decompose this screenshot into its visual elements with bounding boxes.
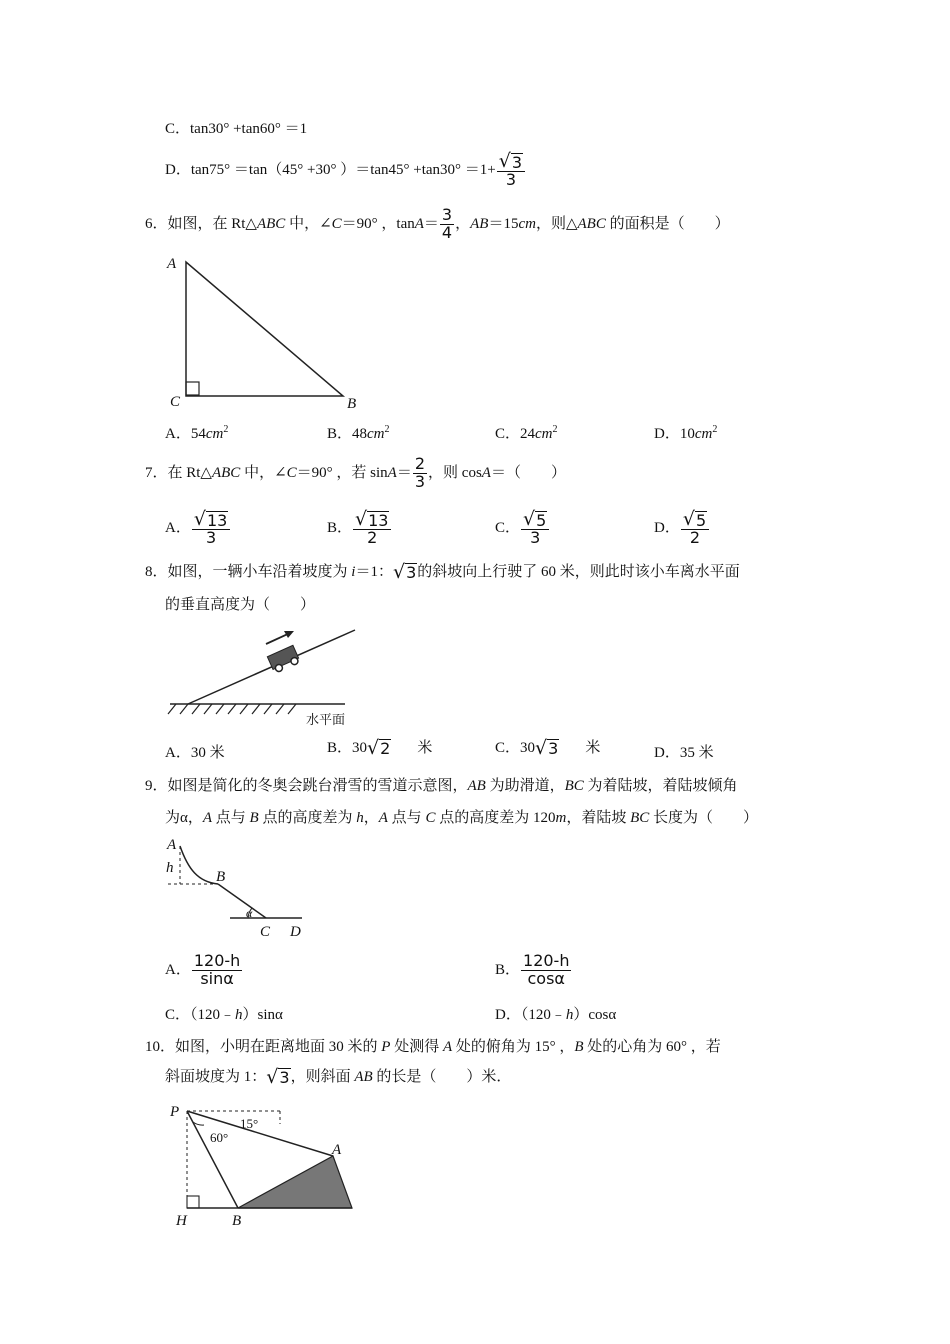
q9-option-b: B． $\frac{120-h}{\cos\alpha}$ (495, 951, 570, 989)
q10-label-h: H (176, 1213, 187, 1229)
q8-option-c: C．30 √ 3 米 (495, 737, 601, 760)
q6-option-a: A．$54cm^2$ (165, 424, 229, 442)
q5-option-d-fraction: √ 3 3 (497, 152, 525, 189)
q9-label-c: C (260, 924, 271, 940)
q8-stem-line2: 的垂直高度为（ ） (165, 597, 316, 613)
q6-option-b: B．$48cm^2$ (327, 424, 390, 442)
q9-stem-line2: 为α，A 点与 B 点的高度差为 h，A 点与 C 点的高度差为 120m，着陆坡 BC 长度为（ ） (165, 810, 759, 826)
q9-label-b: B (216, 869, 226, 885)
q7-fraction: $\frac{2}{3}$ (414, 454, 426, 492)
direction-arrow-icon (266, 631, 294, 644)
q8-stem: 8．如图，一辆小车沿着坡度为 i＝1： √ 3 的斜坡向上行驶了 60 米，则此时该小车离水平面 (145, 561, 740, 584)
q9-option-c: C．（120﹣h）sinα (165, 1007, 283, 1023)
q6-stem: 6．如图，在 Rt△ABC 中，∠C＝90° ，tanA＝ $\frac{3}{4}$ ，AB＝15cm，则△ABC 的面积是（ ） (145, 205, 730, 243)
q9-label-alpha: α (246, 906, 253, 920)
q8-slope-figure (160, 622, 360, 730)
q9-ski-slope-figure (160, 834, 315, 942)
q6-triangle-figure (160, 250, 370, 415)
q8-option-b: B．30 √ 2 米 (327, 737, 433, 760)
q6-label-a: A (167, 256, 177, 272)
q10-label-15: 15° (240, 1116, 259, 1131)
q7-option-d: D． √ 5 2 (654, 506, 710, 550)
q9-stem-line1: 9．如图是简化的冬奥会跳台滑雪的雪道示意图，AB 为助滑道，BC 为着陆坡，着陆坡倾角 (145, 778, 738, 794)
q5-option-d (165, 150, 526, 190)
q9-label-d: D (290, 924, 301, 940)
q10-label-b: B (232, 1213, 242, 1229)
car-icon (267, 645, 300, 673)
q8-option-a: A．30 米 (165, 745, 225, 761)
q6-option-d: D．$10cm^2$ (654, 424, 718, 442)
q10-slope-figure (160, 1098, 360, 1230)
q7-option-c: C． √ 5 3 (495, 506, 550, 550)
q5-option-d-text: D．tan75° ＝tan（45° +30° ）＝tan45° +tan30° ＝1+ (165, 162, 496, 178)
q10-label-60: 60° (210, 1130, 229, 1145)
q9-label-h: h (166, 860, 174, 876)
q6-option-c: C．$24cm^2$ (495, 424, 558, 442)
q6-label-c: C (170, 394, 181, 410)
q9-label-a: A (167, 837, 177, 853)
q10-label-a: A (332, 1142, 342, 1158)
q10-stem-line2: 斜面坡度为 1： √ 3 ，则斜面 AB 的长是（ ）米． (165, 1066, 512, 1089)
q8-option-d: D．35 米 (654, 745, 714, 761)
q6-label-b: B (347, 396, 357, 412)
q7-stem: 7．在 Rt△ABC 中，∠C＝90° ，若 sinA＝ $\frac{2}{3}$ ，则 cosA＝（ ） (145, 454, 566, 492)
q5-option-c: C．tan30° +tan60° ＝1 (165, 121, 308, 137)
q10-stem-line1: 10．如图，小明在距离地面 30 米的 P 处测得 A 处的俯角为 15° ，B 处的心角为 60° ，若 (145, 1039, 721, 1055)
q8-horizontal-label: 水平面 (306, 713, 346, 728)
q9-option-a: A． $\frac{120-h}{\sin\alpha}$ (165, 951, 241, 989)
q10-label-p: P (170, 1104, 180, 1120)
q7-option-a: A． √ 13 3 (165, 506, 231, 550)
q7-option-b: B． √ 13 2 (327, 506, 392, 550)
q6-fraction: $\frac{3}{4}$ (441, 205, 453, 243)
q9-option-d: D．（120﹣h）cosα (495, 1007, 617, 1023)
